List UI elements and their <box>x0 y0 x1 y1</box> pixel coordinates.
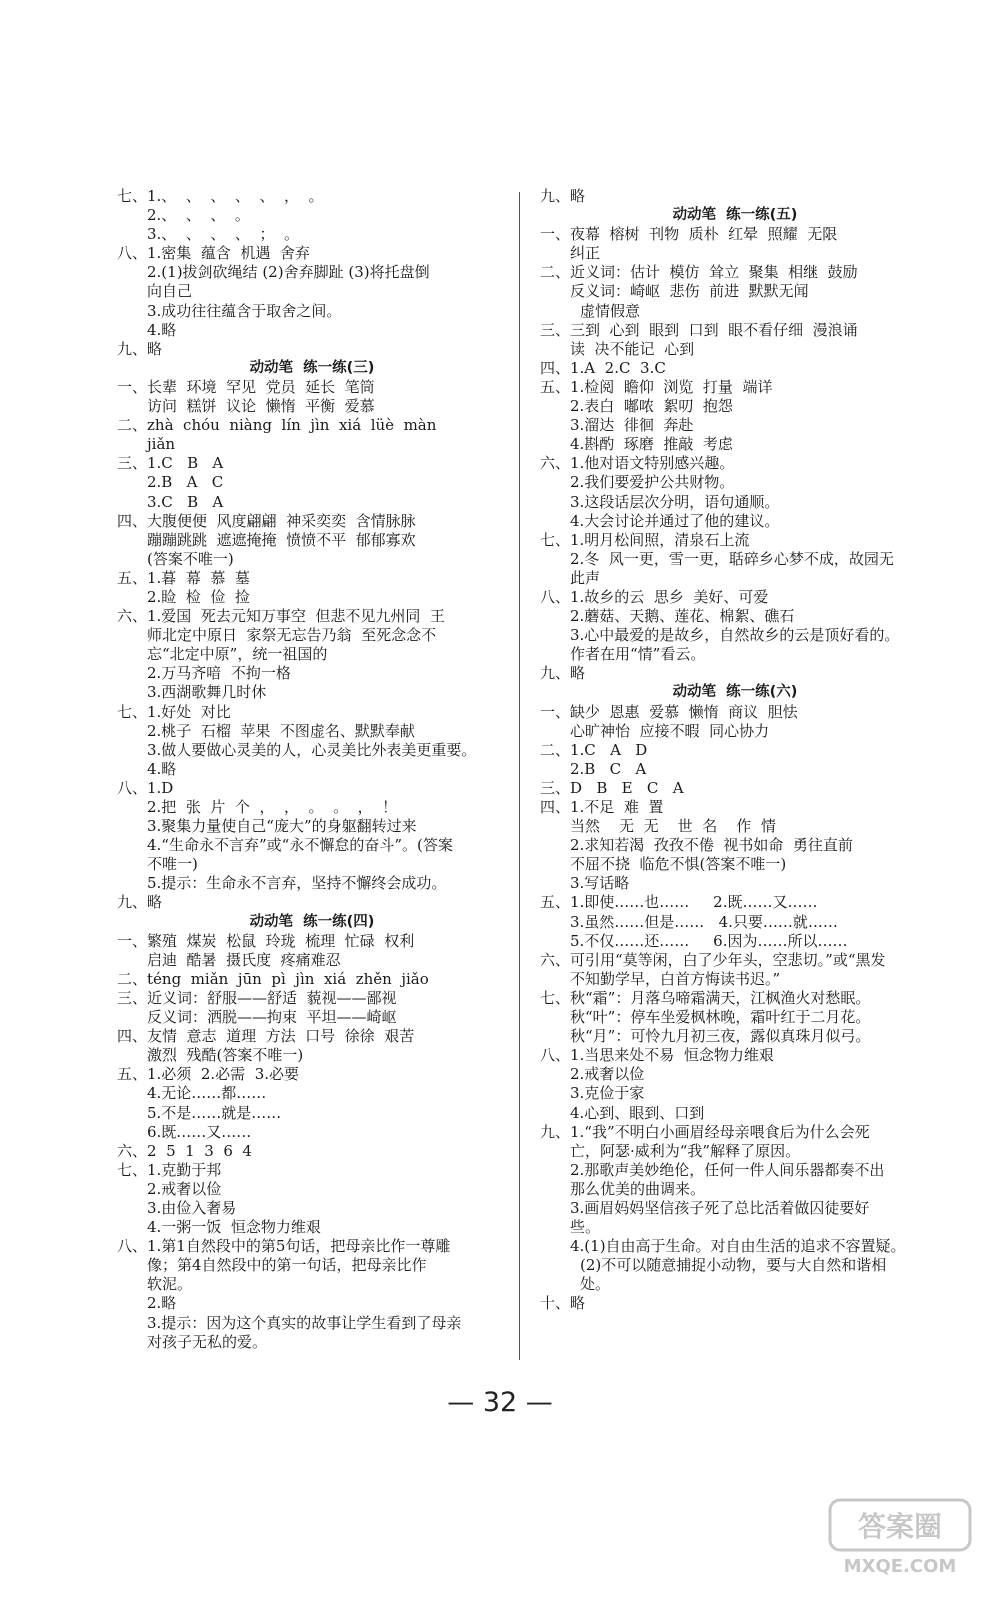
answer-line: 八、1.当思来处不易 恒念物力维艰 <box>540 1046 774 1065</box>
answer-line: 2.戒奢以俭 <box>147 1179 222 1198</box>
section-heading: 动动笔 练一练(四) <box>249 913 375 930</box>
svg-text:MXQE.COM: MXQE.COM <box>843 1556 957 1577</box>
answer-line: 4.无论……都…… <box>147 1084 267 1103</box>
answer-line: 2.表白 嘟哝 絮叨 抱怨 <box>570 397 733 416</box>
answer-line: 3.这段话层次分明，语句通顺。 <box>570 492 780 511</box>
answer-line: 2.冬 风一更，雪一更，聒碎乡心梦不成，故园无 <box>570 549 894 568</box>
answer-line: 访问 糕饼 议论 懒惰 平衡 爱慕 <box>147 397 375 416</box>
answer-line: 2.那歌声美妙绝伦，任何一件人间乐器都奏不出 <box>570 1160 885 1179</box>
answer-line: 2.戒奢以俭 <box>570 1065 645 1084</box>
column-divider <box>519 192 520 1360</box>
answer-line: 4.“生命永不言弃”或“永不懈怠的奋斗”。(答案 <box>147 836 453 855</box>
answer-line: 二、téng miǎn jūn pì jìn xiá zhěn jiǎo <box>117 969 429 988</box>
answer-line: 2.求知若渴 孜孜不倦 视书如命 勇往直前 <box>570 836 853 855</box>
answer-line: 五、1.即使……也…… 2.既……又…… <box>540 893 818 912</box>
answer-line: 一、夜幕 榕树 刊物 质朴 红晕 照耀 无限 <box>540 225 838 244</box>
answer-line: 七、1.好处 对比 <box>117 702 231 721</box>
answer-line: 5.提示：生命永不言弃，坚持不懈终会成功。 <box>147 874 447 893</box>
answer-line: 四、大腹便便 风度翩翩 神采奕奕 含情脉脉 <box>117 511 416 530</box>
answer-line: 不唯一) <box>147 855 198 874</box>
answer-line: 十、略 <box>540 1294 586 1313</box>
answer-line: 2.万马齐喑 不拘一格 <box>147 664 291 683</box>
answer-line: 八、1.故乡的云 思乡 美好、可爱 <box>540 587 769 606</box>
answer-line: 处。 <box>580 1275 611 1294</box>
answer-line: 2.(1)拔剑砍绳结 (2)舍弃脚趾 (3)将托盘倒 <box>147 263 430 282</box>
answer-line: 2.把 张 片 个 ， ， 。 。 ， ！ <box>147 798 398 816</box>
answer-line: 向自己 <box>147 282 193 301</box>
answer-line: 心旷神怡 应接不暇 同心协力 <box>570 721 770 740</box>
answer-line: 3.西湖歌舞几时休 <box>147 683 267 702</box>
answer-line: 九、略 <box>117 339 163 358</box>
answer-line: 一、繁殖 煤炭 松鼠 玲珑 梳理 忙碌 权利 <box>117 931 415 950</box>
answer-line: 三、近义词：舒服——舒适 藐视——鄙视 <box>117 988 397 1007</box>
answer-line: 二、1.C A D <box>540 740 648 759</box>
answer-line: 二、zhà chóu niàng lín jìn xiá lüè màn <box>117 416 437 435</box>
answer-line: 蹦蹦跳跳 遮遮掩掩 愤愤不平 郁郁寡欢 <box>147 530 416 549</box>
answer-line: 五、1.暮 幕 慕 墓 <box>117 568 250 587</box>
answer-line: 6.既……又…… <box>147 1122 252 1141</box>
answer-line: 像；第4自然段中的第一句话，把母亲比作 <box>147 1256 427 1275</box>
answer-line: 虚情假意 <box>580 301 641 320</box>
answer-line: 2.睑 检 俭 捡 <box>147 587 250 606</box>
answer-line: 2.桃子 石榴 苹果 不图虚名、默默奉献 <box>147 721 415 740</box>
answer-line: 3.克俭于家 <box>570 1084 645 1103</box>
answer-line: 反义词：洒脱——拘束 平坦——崎岖 <box>147 1008 397 1027</box>
answer-line: 五、1.检阅 瞻仰 浏览 打量 端详 <box>540 377 773 396</box>
answer-line: 2.略 <box>147 1294 177 1313</box>
answer-line: 5.不仅……还…… 6.因为……所以…… <box>570 931 848 950</box>
answer-line: 纠正 <box>570 244 601 263</box>
answer-line: 3.写话略 <box>570 874 630 893</box>
answer-line: 3.成功往往蕴含于取舍之间。 <box>147 301 342 320</box>
answer-line: 一、缺少 恩惠 爱慕 懒惰 商议 胆怯 <box>540 702 798 721</box>
answer-line: 那么优美的曲调来。 <box>570 1179 706 1198</box>
answer-line: 3.做人要做心灵美的人，心灵美比外表美更重要。 <box>147 740 477 759</box>
answer-line: 4.一粥一饭 恒念物力维艰 <box>147 1218 321 1237</box>
answer-line: 4.心到、眼到、口到 <box>570 1103 705 1122</box>
answer-line: 4.略 <box>147 759 177 778</box>
answer-line: 师北定中原日 家祭无忘告乃翁 至死念念不 <box>147 626 437 645</box>
answer-line: 七、1.克勤于邦 <box>117 1160 222 1179</box>
answer-line: 3.由俭入奢易 <box>147 1198 237 1217</box>
answer-line: 3.心中最爱的是故乡，自然故乡的云是顶好看的。 <box>570 626 900 645</box>
answer-line: 4.大会讨论并通过了他的建议。 <box>570 511 780 530</box>
answer-line: 一、长辈 环境 罕见 党员 延长 笔筒 <box>117 377 375 396</box>
right-column <box>540 187 930 1314</box>
answer-line: 2.我们要爱护公共财物。 <box>570 473 735 492</box>
answer-line: 九、略 <box>540 187 586 205</box>
answer-line: 作者在用“情”看云。 <box>570 645 706 664</box>
answer-line: 2.蘑菇、天鹅、莲花、棉絮、礁石 <box>570 607 795 626</box>
answer-line: 秋“叶”：停车坐爱枫林晚，霜叶红于二月花。 <box>570 1008 871 1027</box>
answer-line: 不知勤学早，白首方悔读书迟。” <box>570 969 781 988</box>
answer-line: 2.B A C <box>147 473 224 492</box>
answer-line: (2)不可以随意捕捉小动物，要与大自然和谐相 <box>580 1256 887 1275</box>
answer-line: 此声 <box>570 568 601 587</box>
answer-line: jiǎn <box>147 435 176 454</box>
answer-line: 三、1.C B A <box>117 454 224 473</box>
answer-line: 八、1.第1自然段中的第5句话，把母亲比作一尊雕 <box>117 1237 451 1256</box>
answer-line: 当然 无 无 世 名 作 情 <box>570 817 776 836</box>
section-heading: 动动笔 练一练(三) <box>249 359 375 376</box>
answer-line: 九、略 <box>540 664 586 683</box>
answer-line: 启迪 酷暑 摄氏度 疼痛难忍 <box>147 950 341 969</box>
answer-line: 八、1.密集 蕴含 机遇 舍弃 <box>117 244 310 263</box>
svg-text:答案圈: 答案圈 <box>857 1510 943 1543</box>
section-heading: 动动笔 练一练(五) <box>672 207 798 224</box>
answer-line: 六、2 5 1 3 6 4 <box>117 1141 252 1160</box>
page-number: — 32 — <box>447 1387 553 1418</box>
answer-line: 四、1.A 2.C 3.C <box>540 358 666 377</box>
answer-line: 七、1.明月松间照，清泉石上流 <box>540 530 750 549</box>
answer-line: 九、1.“我”不明白小画眉经母亲喂食后为什么会死 <box>540 1122 870 1141</box>
answer-line: 3.聚集力量使自己“庞大”的身躯翻转过来 <box>147 817 417 836</box>
answer-line: 软泥。 <box>147 1275 193 1294</box>
watermark-logo <box>820 1492 980 1582</box>
answer-line: 二、近义词：估计 模仿 耸立 聚集 相继 鼓励 <box>540 263 858 282</box>
answer-line: 3.虽然……但是…… 4.只要……就…… <box>570 912 838 931</box>
answer-line: 读 决不能记 心到 <box>570 339 695 358</box>
answer-line: 四、1.不足 难 置 <box>540 798 664 816</box>
answer-line: 忘“北定中原”，统一祖国的 <box>147 645 328 664</box>
answer-line: 六、1.爱国 死去元知万事空 但悲不见九州同 王 <box>117 607 445 626</box>
answer-line: 三、三到 心到 眼到 口到 眼不看仔细 漫浪诵 <box>540 320 858 339</box>
answer-line: 3.溜达 徘徊 奔赴 <box>570 416 694 435</box>
answer-line: 2.B C A <box>570 759 647 778</box>
answer-line: 对孩子无私的爱。 <box>147 1332 268 1351</box>
answer-line: 六、1.他对语文特别感兴趣。 <box>540 454 735 473</box>
answer-line: 5.不是……就是…… <box>147 1103 282 1122</box>
answer-line: 2.、 、 、 。 <box>147 206 250 225</box>
answer-line: 七、秋“霜”：月落乌啼霜满天，江枫渔火对愁眠。 <box>540 988 871 1007</box>
answer-line: 4.(1)自由高于生命。对自由生活的追求不容置疑。 <box>570 1237 906 1256</box>
answer-line: 三、D B E C A <box>540 778 684 797</box>
answer-line: 反义词：崎岖 悲伤 前进 默默无闻 <box>570 282 809 301</box>
answer-line: 亡，阿瑟·威利为“我”解释了原因。 <box>570 1141 801 1160</box>
answer-line: 激烈 残酷(答案不唯一) <box>147 1046 304 1065</box>
answer-line: 八、1.D <box>117 778 174 797</box>
answer-line: 4.斟酌 琢磨 推敲 考虑 <box>570 435 733 454</box>
answer-line: 七、1.、 、 、 、 、 ， 。 <box>117 187 324 205</box>
left-column <box>117 187 507 1352</box>
answer-line: 3.、 、 、 、 ； 。 <box>147 225 299 244</box>
answer-line: 3.画眉妈妈坚信孩子死了总比活着做囚徒要好 <box>570 1198 870 1217</box>
answer-line: 不屈不挠 临危不惧(答案不唯一) <box>570 855 787 874</box>
answer-line: 五、1.必须 2.必需 3.必要 <box>117 1065 300 1084</box>
answer-line: 九、略 <box>117 893 163 912</box>
answer-line: 秋“月”：可怜九月初三夜，露似真珠月似弓。 <box>570 1027 871 1046</box>
section-heading: 动动笔 练一练(六) <box>672 684 798 701</box>
answer-line: 六、可引用“莫等闲，白了少年头，空悲切。”或“黑发 <box>540 950 886 969</box>
answer-line: (答案不唯一) <box>147 549 234 568</box>
answer-line: 3.C B A <box>147 492 224 511</box>
answer-line: 3.提示：因为这个真实的故事让学生看到了母亲 <box>147 1313 462 1332</box>
answer-line: 4.略 <box>147 320 177 339</box>
answer-line: 些。 <box>570 1218 601 1237</box>
answer-line: 四、友情 意志 道理 方法 口号 徐徐 艰苦 <box>117 1027 415 1046</box>
